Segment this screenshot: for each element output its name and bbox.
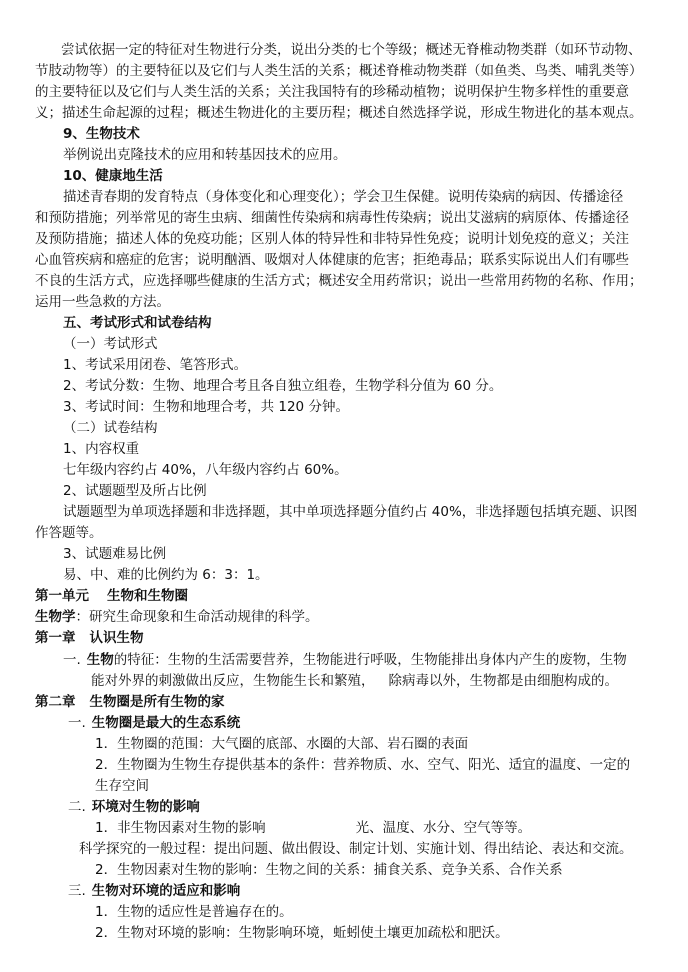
unit-1-prefix: 第一单元 <box>35 588 89 604</box>
unit-1-title: 生物和生物圈 <box>107 588 188 604</box>
chapter-2-section-1-item-2-continuation: 生存空间 <box>95 778 149 794</box>
chapter-1-item-1 <box>63 650 627 671</box>
para-health-line-6: 运用一些急救的方法。 <box>35 294 170 310</box>
difficulty-title: 3、试题难易比例 <box>63 546 167 562</box>
chapter-2-section-2-heading <box>68 797 200 818</box>
chapter-2-section-3-item-1: 1．生物的适应性是普遍存在的。 <box>95 904 293 920</box>
chapter-2-section-3-number: 三. <box>68 883 86 899</box>
para-classification-line-4: 义；描述生命起源的过程；概述生物进化的主要历程；概述自然选择学说，形成生物进化的基本观点。 <box>35 105 643 121</box>
chapter-2-section-2-item-2: 2．生物因素对生物的影响：生物之间的关系：捕食关系、竞争关系、合作关系 <box>95 862 563 878</box>
para-classification-line-2: 节肢动物等）的主要特征以及它们与人类生活的关系；概述脊椎动物类群（如鱼类、鸟类、哺乳类等） <box>35 63 643 79</box>
chapter-2-section-3-item-2: 2．生物对环境的影响：生物影响环境，蚯蚓使土壤更加疏松和肥沃。 <box>95 925 509 941</box>
chapter-2-prefix: 第二章 <box>35 694 76 710</box>
para-health-line-3: 及预防措施；描述人体的免疫功能；区别人体的特异性和非特异性免疫；说明计划免疫的意义；关注 <box>35 231 629 247</box>
section-5-title: 五、考试形式和试卷结构 <box>63 315 212 331</box>
chapter-2-heading <box>35 692 225 713</box>
chapter-1-item-1-cont-a: 能对外界的刺激做出反应，生物能生长和繁殖， <box>91 673 375 689</box>
chapter-1-item-1-continuation <box>91 671 618 692</box>
content-weight-title: 1、内容权重 <box>63 441 140 457</box>
difficulty-text: 易、中、难的比例约为 6：3：1。 <box>63 567 269 583</box>
section-9-text: 举例说出克隆技术的应用和转基因技术的应用。 <box>63 147 347 163</box>
section-10-title: 10、健康地生活 <box>63 168 163 184</box>
chapter-1-item-1-cont-b: 除病毒以外，生物都是由细胞构成的。 <box>388 673 618 689</box>
unit-1-heading <box>35 586 188 607</box>
paper-structure-title: （二）试卷结构 <box>63 420 158 436</box>
question-type-text-line-1: 试题题型为单项选择题和非选择题，其中单项选择题分值约占 40%，非选择题包括填充题、识图 <box>63 504 638 520</box>
para-classification-line-3: 的主要特征以及它们与人类生活的关系；关注我国特有的珍稀动植物；说明保护生物多样性的重要意 <box>35 84 629 100</box>
para-health-line-2: 和预防措施；列举常见的寄生虫病、细菌性传染病和病毒性传染病；说出艾滋病的病原体、传播途径 <box>35 210 629 226</box>
exam-form-item-3: 3、考试时间：生物和地理合考，共 120 分钟。 <box>63 399 349 415</box>
exam-form-title: （一）考试形式 <box>63 336 158 352</box>
chapter-2-section-2-item-1-value: 光、温度、水分、空气等等。 <box>355 820 532 836</box>
biology-definition-text: ：研究生命现象和生命活动规律的科学。 <box>75 609 319 625</box>
chapter-2-section-1-item-2: 2．生物圈为生物生存提供基本的条件：营养物质、水、空气、阳光、适宜的温度、一定的 <box>95 757 631 773</box>
para-health-line-4: 心血管疾病和癌症的危害；说明酗酒、吸烟对人体健康的危害；拒绝毒品；联系实际说出人们有哪些 <box>35 252 629 268</box>
biology-definition <box>35 607 319 628</box>
chapter-2-section-2-item-1-label: 1．非生物因素对生物的影响 <box>95 820 266 836</box>
question-type-title: 2、试题题型及所占比例 <box>63 483 207 499</box>
exam-form-item-1: 1、考试采用闭卷、笔答形式。 <box>63 357 248 373</box>
chapter-1-item-1-number: 一. <box>63 652 81 668</box>
para-health-line-5: 不良的生活方式，应选择哪些健康的生活方式；概述安全用药常识；说出一些常用药物的名称、作用； <box>35 273 643 289</box>
question-type-text-line-2: 作答题等。 <box>35 525 103 541</box>
chapter-2-section-1-item-1: 1．生物圈的范围：大气圈的底部、水圈的大部、岩石圈的表面 <box>95 736 469 752</box>
chapter-1-item-1-term: 生物 <box>86 652 114 668</box>
chapter-1-prefix: 第一章 <box>35 630 76 646</box>
chapter-2-section-3-title: 生物对环境的适应和影响 <box>91 883 241 899</box>
chapter-2-section-1-heading <box>68 713 240 734</box>
section-9-title: 9、生物技术 <box>63 126 140 142</box>
chapter-1-heading <box>35 628 144 649</box>
para-health-line-1: 描述青春期的发育特点（身体变化和心理变化）；学会卫生保健。说明传染病的病因、传播途径 <box>63 189 624 205</box>
chapter-2-section-3-heading <box>68 881 240 902</box>
exam-form-item-2: 2、考试分数：生物、地理合考且各自独立组卷，生物学科分值为 60 分。 <box>63 378 503 394</box>
chapter-2-title: 生物圈是所有生物的家 <box>89 694 225 710</box>
para-classification-line-1: 尝试依据一定的特征对生物进行分类，说出分类的七个等级；概述无脊椎动物类群（如环节动物、 <box>61 42 642 58</box>
content-weight-text: 七年级内容约占 40%，八年级内容约占 60%。 <box>63 462 348 478</box>
chapter-2-section-2-number: 二. <box>68 799 86 815</box>
chapter-2-section-1-title: 生物圈是最大的生态系统 <box>91 715 241 731</box>
chapter-2-section-2-item-1 <box>95 818 531 839</box>
biology-definition-term: 生物学 <box>35 609 76 625</box>
scientific-inquiry-process: 科学探究的一般过程：提出问题、做出假设、制定计划、实施计划、得出结论、表达和交流。 <box>79 841 633 857</box>
chapter-2-section-1-number: 一. <box>68 715 86 731</box>
chapter-2-section-2-title: 环境对生物的影响 <box>91 799 200 815</box>
chapter-1-title: 认识生物 <box>89 630 144 646</box>
chapter-1-item-1-text: 的特征：生物的生活需要营养，生物能进行呼吸，生物能排出身体内产生的废物，生物 <box>113 652 627 668</box>
